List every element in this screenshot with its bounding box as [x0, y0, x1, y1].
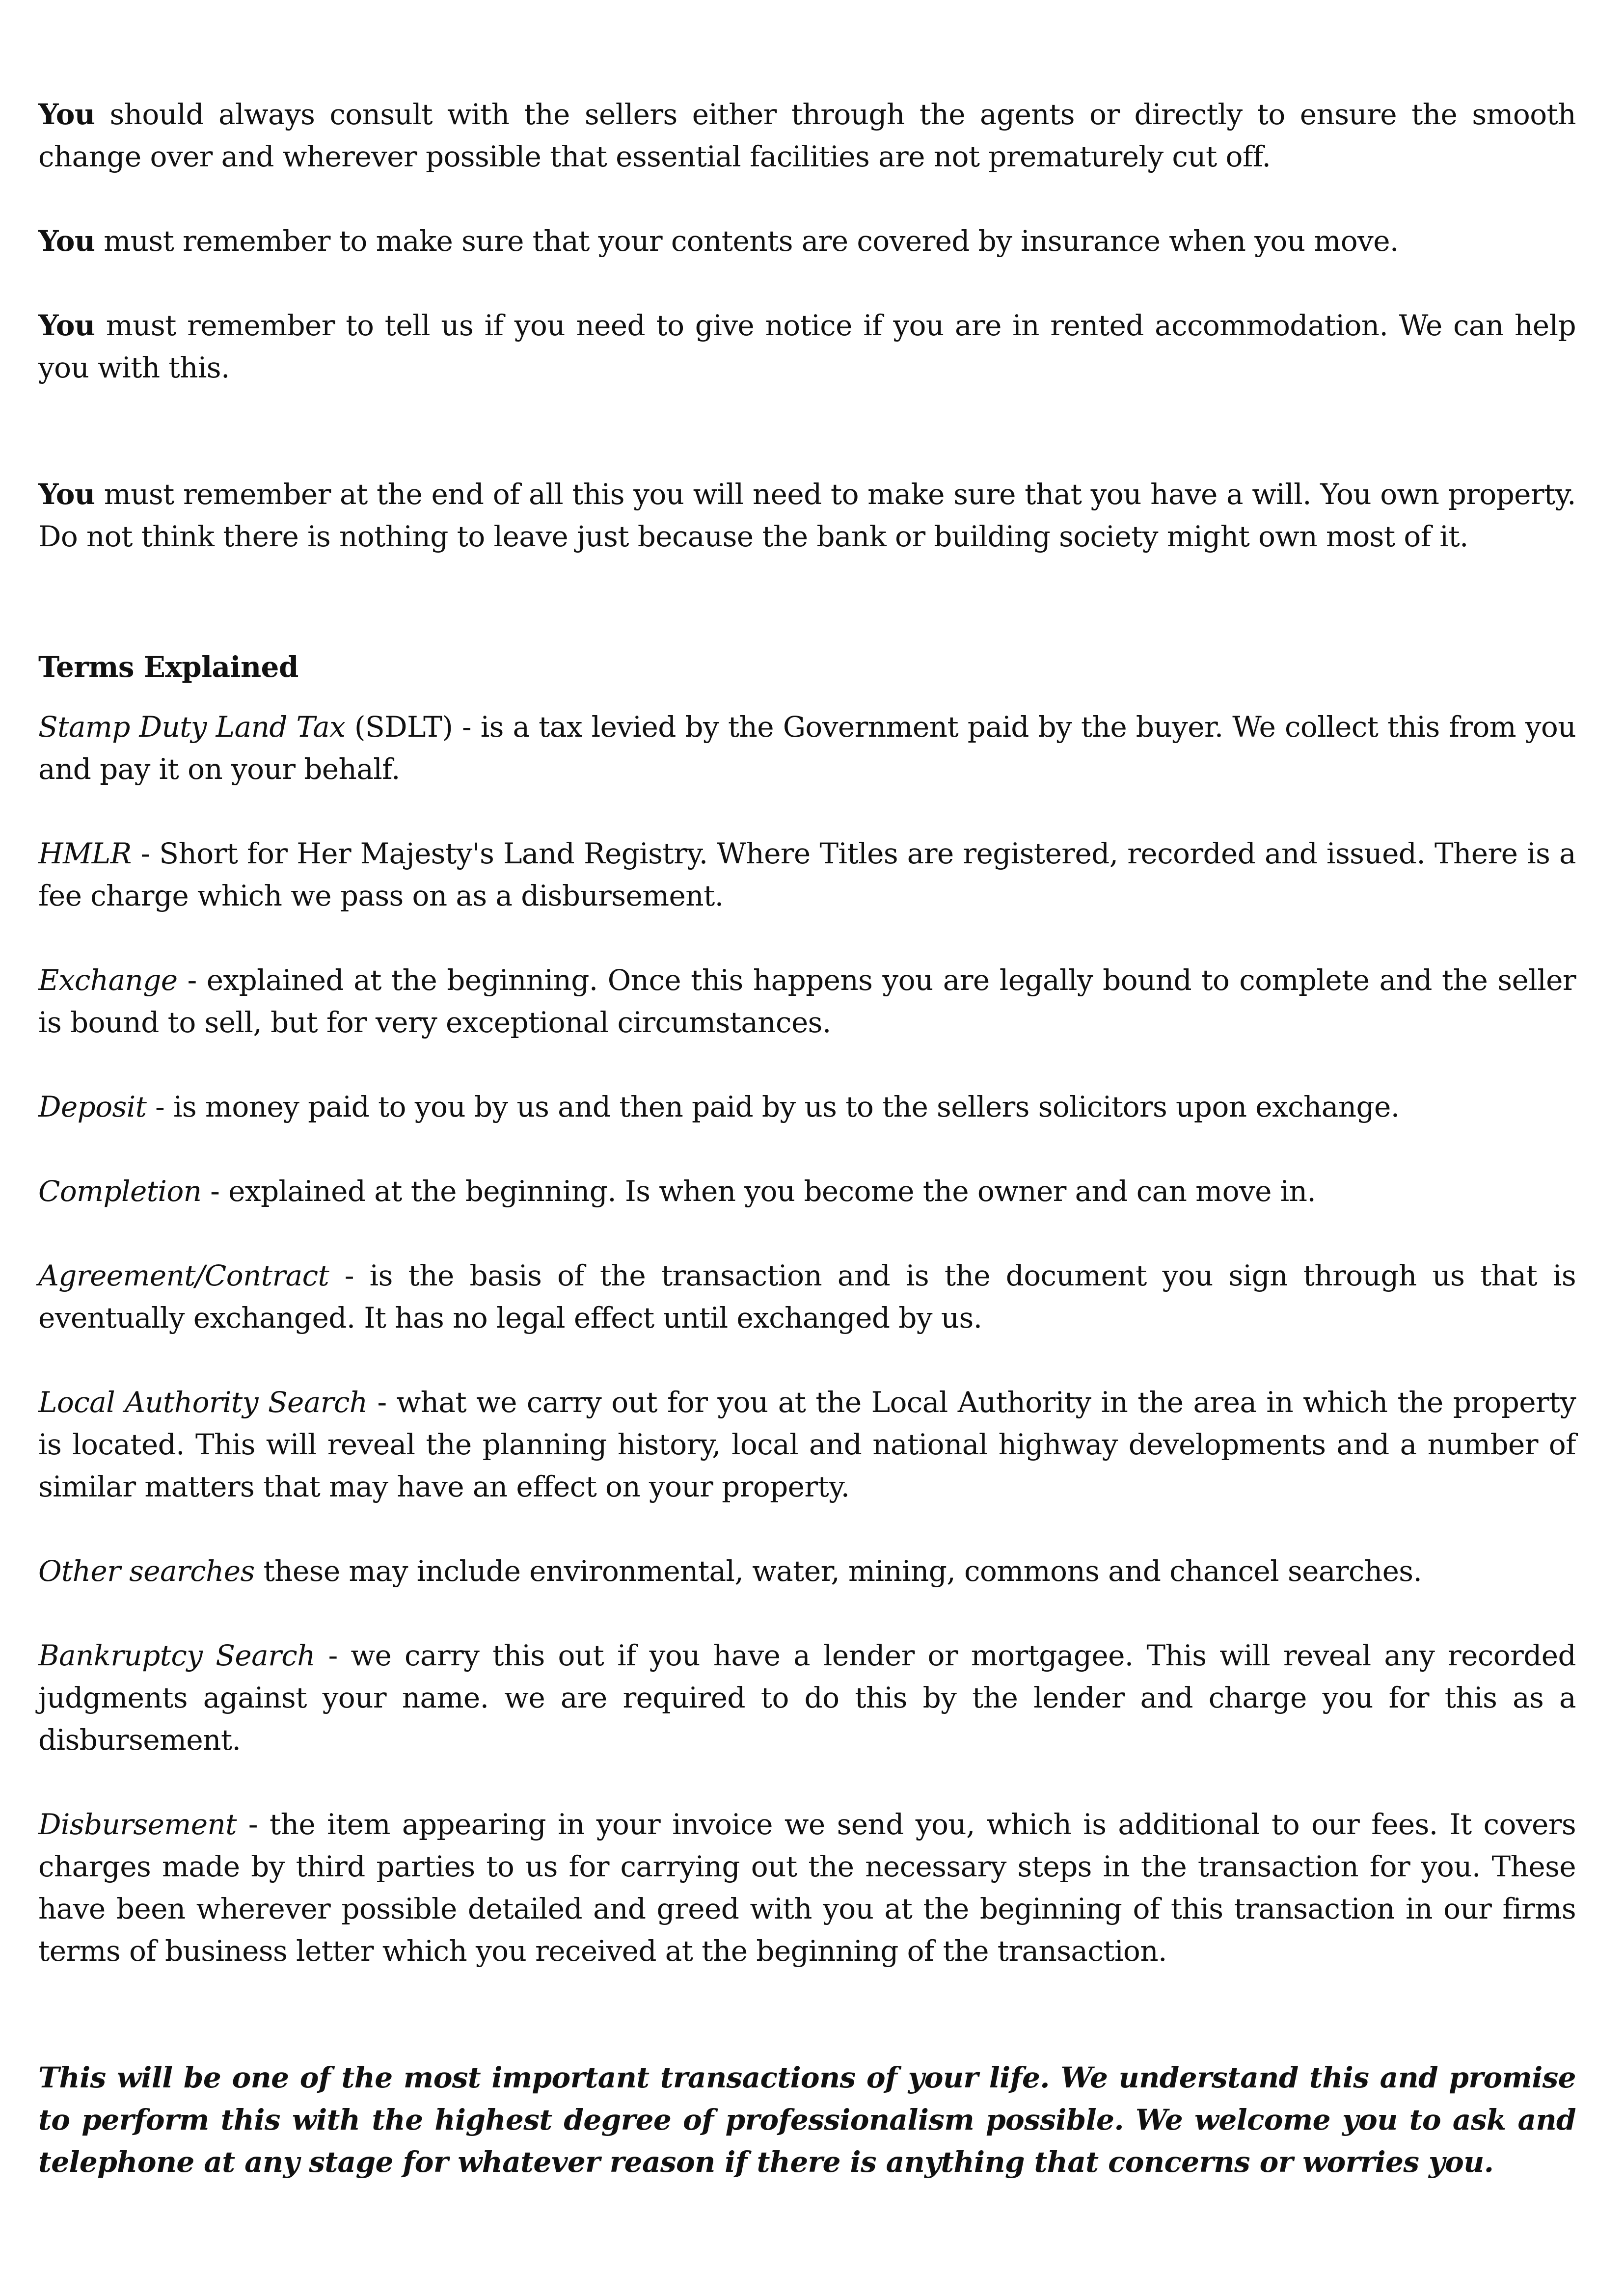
term-definition: (SDLT) - is a tax levied by the Government paid by the buyer. We collect this from you and pay it on your behalf. — [38, 710, 1576, 786]
paragraph-rented-notice — [38, 304, 1576, 389]
term-completion — [38, 1170, 1576, 1212]
term-name: Other searches — [38, 1554, 255, 1588]
term-definition: - we carry this out if you have a lender or mortgagee. This will reveal any recorded judgments against your name. we are required to do this by the lender and charge you for this as a disbursement. — [38, 1639, 1576, 1757]
paragraph-lead: You — [38, 224, 95, 258]
term-definition: - explained at the beginning. Once this happens you are legally bound to complete and the seller is bound to sell, but for very exceptional circumstances. — [38, 963, 1576, 1039]
term-definition: these may include environmental, water, mining, commons and chancel searches. — [254, 1554, 1422, 1588]
term-exchange — [38, 959, 1576, 1043]
paragraph-text: must remember to tell us if you need to give notice if you are in rented accommodation. We can help you with this. — [38, 309, 1576, 384]
term-definition: - is money paid to you by us and then paid by us to the sellers solicitors upon exchange. — [146, 1090, 1400, 1123]
term-name: Disbursement — [38, 1808, 237, 1841]
term-definition: - explained at the beginning. Is when you become the owner and can move in. — [201, 1175, 1316, 1208]
term-bankruptcy-search — [38, 1634, 1576, 1761]
term-name: Stamp Duty Land Tax — [38, 710, 346, 744]
paragraph-text: must remember at the end of all this you will need to make sure that you have a will. You own property. Do not think there is nothing to leave just because the bank or building society might own most of it. — [38, 478, 1576, 553]
term-stamp-duty — [38, 706, 1576, 790]
terms-heading: Terms Explained — [38, 650, 298, 684]
paragraph-text: should always consult with the sellers either through the agents or directly to ensure the smooth change over and wherever possible that essential facilities are not prematurely cut off. — [38, 98, 1576, 173]
document-page — [38, 93, 1576, 2183]
term-name: HMLR — [38, 837, 132, 870]
term-disbursement — [38, 1803, 1576, 1972]
paragraph-lead: You — [38, 478, 95, 511]
paragraph-will — [38, 473, 1576, 558]
term-name: Deposit — [38, 1090, 147, 1123]
term-name: Local Authority Search — [38, 1386, 368, 1419]
term-definition: - Short for Her Majesty's Land Registry. Where Titles are registered, recorded and issued. There is a fee charge which we pass on as a disbursement. — [38, 837, 1576, 912]
paragraph-lead: You — [38, 98, 95, 131]
term-name: Bankruptcy Search — [38, 1639, 315, 1672]
term-agreement-contract — [38, 1255, 1576, 1339]
term-definition: - what we carry out for you at the Local Authority in the area in which the property is located. This will reveal the planning history, local and national highway developments and a number of similar matters that may have an effect on your property. — [38, 1386, 1576, 1503]
term-name: Exchange — [38, 963, 178, 997]
paragraph-consult-sellers — [38, 93, 1576, 178]
term-name: Agreement/Contract — [38, 1259, 329, 1292]
paragraph-insurance — [38, 220, 1576, 262]
term-hmlr — [38, 832, 1576, 917]
paragraph-lead: You — [38, 309, 95, 342]
term-other-searches — [38, 1550, 1576, 1592]
term-definition: - is the basis of the transaction and is the document you sign through us that is eventually exchanged. It has no legal effect until exchanged by us. — [38, 1259, 1576, 1335]
term-local-authority-search — [38, 1381, 1576, 1508]
term-definition: - the item appearing in your invoice we send you, which is additional to our fees. It covers charges made by third parties to us for carrying out the necessary steps in the transaction for you. These have been wherever possible detailed and greed with you at the beginning of this transaction in our firms terms of business letter which you received at the beginning of the transaction. — [38, 1808, 1576, 1968]
paragraph-text: must remember to make sure that your contents are covered by insurance when you move. — [95, 224, 1399, 258]
term-name: Completion — [38, 1175, 202, 1208]
closing-statement: This will be one of the most important transactions of your life. We understand this and promise to perform this with the highest degree of professionalism possible. We welcome you to ask and telephone at any stage for whatever reason if there is anything that concerns or worries you. — [38, 2061, 1576, 2179]
term-deposit — [38, 1086, 1576, 1128]
